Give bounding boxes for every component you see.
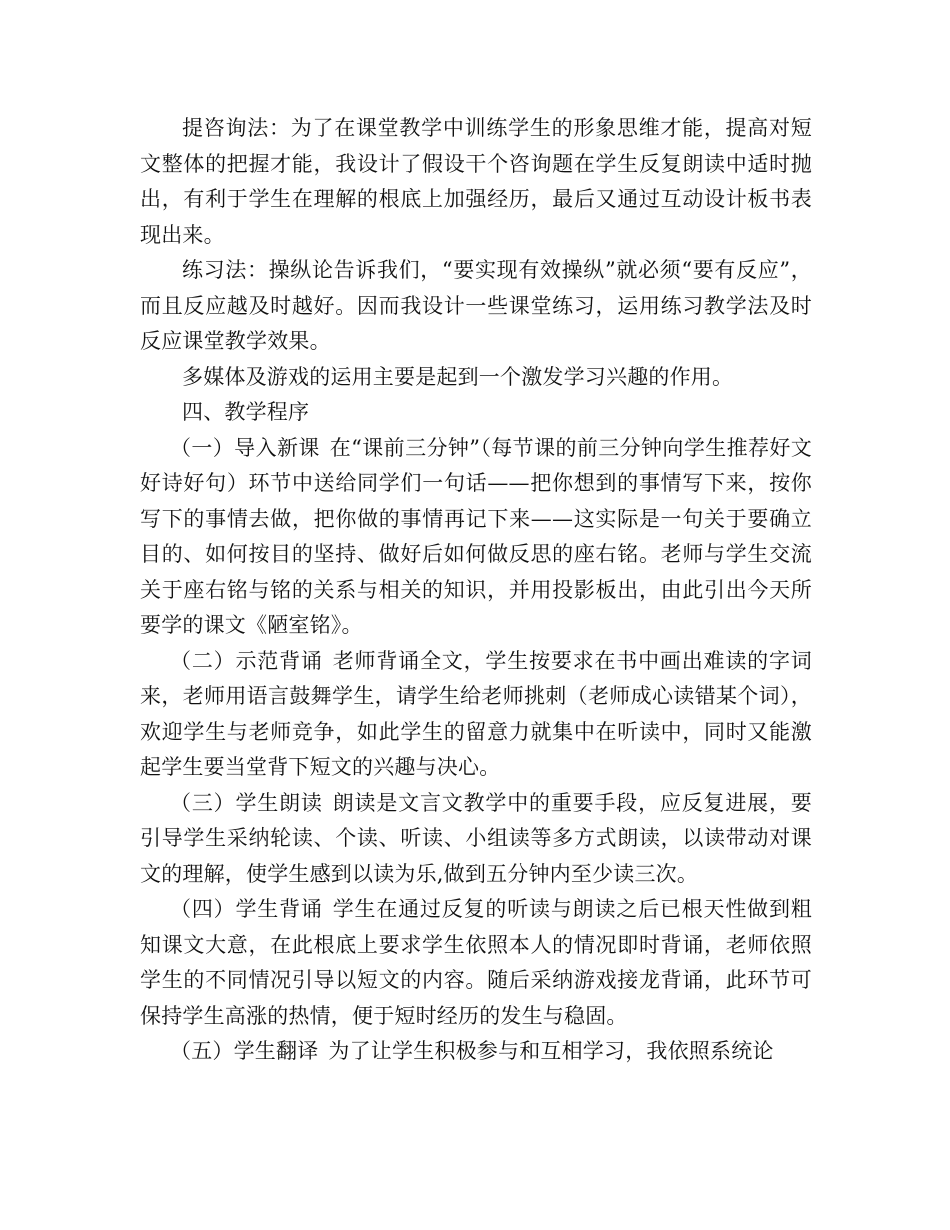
paragraph-step-3 [140,786,812,893]
step-text: 朗读是文言文教学中的重要手段，应反复进展，要引导学生采纳轮读、个读、听读、小组读等多方式朗读，以读带动对课文的理解，使学生感到以读为乐,做到五分钟内至少读三次。 [140,790,812,886]
step-heading: （五）学生翻译 [170,1039,319,1063]
paragraph-practice-method [140,253,812,360]
step-heading: （二）示范背诵 [170,648,323,673]
step-text: 学生在通过反复的听读与朗读之后已根天性做到粗知课文大意，在此根底上要求学生依照本人的情况即时背诵，老师依照学生的不同情况引导以短文的内容。随后采纳游戏接龙背诵，此环节可保持学生高涨的热情，便于短时经历的发生与稳固。 [140,897,812,1028]
paragraph-question-method [140,111,812,253]
step-text: 为了让学生积极参与和互相学习，我依照系统论 [328,1039,774,1063]
paragraph-step-2 [140,644,812,786]
section-heading-teaching-procedure [140,395,812,431]
section-heading-text: 四、教学程序 [182,400,310,424]
step-heading: （四）学生背诵 [170,897,323,921]
paragraph-multimedia [140,360,812,396]
paragraph-step-1 [140,431,812,644]
step-text: 在“课前三分钟”（每节课的前三分钟向学生推荐好文好诗好句）环节中送给同学们一句话——把你想到的事情写下来，按你写下的事情去做，把你做的事情再记下来——这实际是一句关于要确立目的、如何按目的坚持、做好后如何做反思的座右铭。老师与学生交流关于座右铭与铭的关系与相关的知识，并用投影板出，由此引出今天所要学的课文《陋室铭》。 [140,435,812,637]
paragraph-step-4 [140,892,812,1034]
paragraph-text: 练习法：操纵论告诉我们，“要实现有效操纵”就必须“要有反应”，而且反应越及时越好。因而我设计一些课堂练习，运用练习教学法及时反应课堂教学效果。 [140,258,812,353]
document-body [140,111,812,1070]
step-heading: （一）导入新课 [170,435,320,460]
step-text: 老师背诵全文，学生按要求在书中画出难读的字词来，老师用语言鼓舞学生，请学生给老师挑刺（老师成心读错某个词），欢迎学生与老师竞争，如此学生的留意力就集中在听读中，同时又能激起学生要当堂背下短文的兴趣与决心。 [140,648,812,779]
step-heading: （三）学生朗读 [170,790,323,815]
paragraph-text: 提咨询法：为了在课堂教学中训练学生的形象思维才能，提高对短文整体的把握才能，我设计了假设干个咨询题在学生反复朗读中适时抛出，有利于学生在理解的根底上加强经历，最后又通过互动设计板书表现出来。 [140,116,812,247]
paragraph-step-5 [140,1034,812,1070]
paragraph-text: 多媒体及游戏的运用主要是起到一个激发学习兴趣的作用。 [182,364,734,389]
